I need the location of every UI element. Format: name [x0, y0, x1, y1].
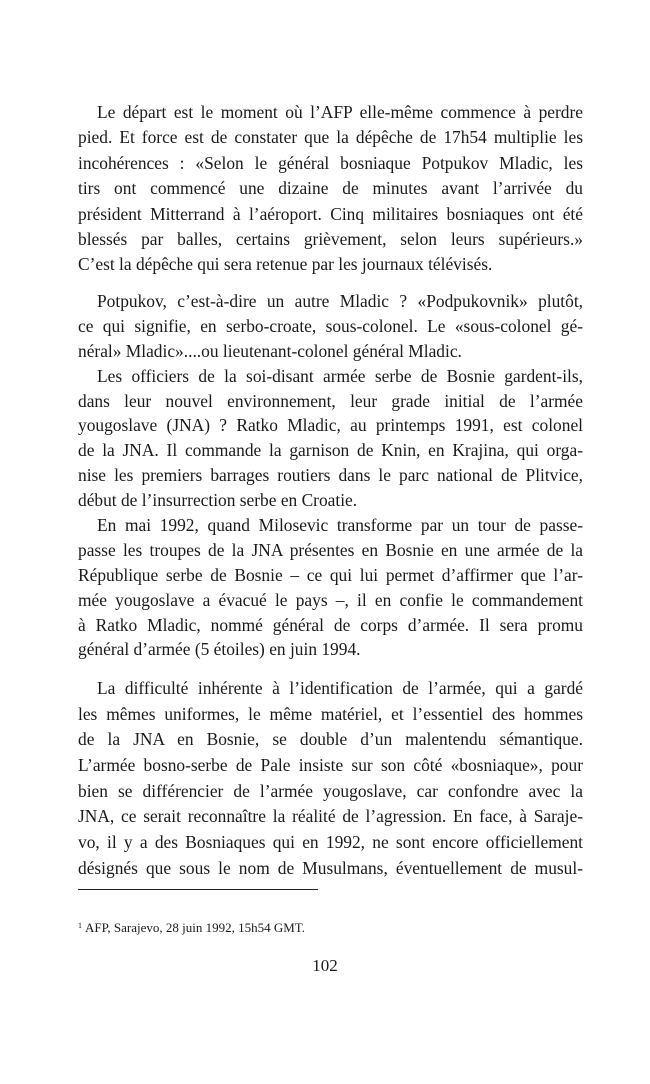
text-line: mée yougoslave a évacué le pays –, il en confie le commandement — [78, 589, 583, 610]
paragraph-2 — [78, 289, 583, 662]
text-line: Les officiers de la soi-disant armée serbe de Bosnie gardent-ils, — [97, 365, 583, 386]
text-line: président Mitterrand à l’aéroport. Cinq militaires bosniaques ont été — [78, 203, 583, 224]
text-line: ce qui signifie, en serbo-croate, sous-colonel. Le «sous-colonel gé- — [78, 315, 583, 336]
text-line: vo, il y a des Bosniaques qui en 1992, ne sont encore officiellement — [78, 832, 583, 853]
text-line: blessés par balles, certains grièvement, selon leurs supérieurs.» — [78, 228, 583, 249]
text-line: pied. Et force est de constater que la dépêche de 17h54 multiplie les — [78, 127, 583, 148]
text-line: L’armée bosno-serbe de Pale insiste sur son côté «bosniaque», pour — [78, 755, 583, 776]
text-line: La difficulté inhérente à l’identification de l’armée, qui a gardé — [97, 678, 583, 698]
paragraph-1 — [78, 100, 583, 278]
footnote-rule — [78, 889, 318, 890]
text-line: général d’armée (5 étoiles) en juin 1994. — [78, 639, 361, 660]
text-line: début de l’insurrection serbe en Croatie. — [78, 490, 358, 511]
text-line: incohérences : «Selon le général bosniaque Potpukov Mladic, les — [78, 152, 583, 173]
paragraph-3 — [78, 676, 583, 882]
text-line: nise les premiers barrages routiers dans le parc national de Plitvice, — [78, 465, 583, 486]
text-line: de la JNA. Il commande la garnison de Knin, en Krajina, qui orga- — [78, 440, 583, 461]
text-line: Le départ est le moment où l’AFP elle-même commence à perdre — [97, 102, 583, 122]
page-number: 102 — [312, 956, 338, 975]
text-line: dans leur nouvel environnement, leur grade initial de l’armée — [78, 390, 583, 411]
footnote-text: AFP, Sarajevo, 28 juin 1992, 15h54 GMT. — [85, 920, 306, 935]
text-line: à Ratko Mladic, nommé général de corps d’armée. Il sera promu — [78, 614, 583, 635]
text-line: passe les troupes de la JNA présentes en Bosnie en une armée de la — [78, 539, 583, 560]
footnote-marker: 1 — [78, 921, 82, 930]
text-line: de la JNA en Bosnie, se double d’un malentendu sémantique. — [78, 729, 583, 750]
footnote — [78, 920, 305, 936]
text-line: désignés que sous le nom de Musulmans, éventuellement de musul- — [78, 857, 583, 878]
text-line: yougoslave (JNA) ? Ratko Mladic, au printemps 1991, est colonel — [78, 415, 583, 436]
text-line: JNA, ce serait reconnaître la réalité de l’agression. En face, à Saraje- — [78, 806, 583, 827]
text-line: tirs ont commencé une dizaine de minutes avant l’arrivée du — [78, 178, 583, 199]
text-line: bien se différencier de l’armée yougoslave, car confondre avec la — [78, 780, 583, 801]
text-line: C’est la dépêche qui sera retenue par les journaux télévisés. — [78, 254, 493, 275]
text-line: Potpukov, c’est-à-dire un autre Mladic ? «Podpukovnik» plutôt, — [97, 291, 583, 311]
text-line: les mêmes uniformes, le même matériel, et l’essentiel des hommes — [78, 703, 583, 724]
text-line: République serbe de Bosnie – ce qui lui permet d’affirmer que l’ar- — [78, 564, 583, 585]
text-line: néral» Mladic»....ou lieutenant-colonel général Mladic. — [78, 340, 462, 361]
text-line: En mai 1992, quand Milosevic transforme par un tour de passe- — [97, 515, 583, 536]
